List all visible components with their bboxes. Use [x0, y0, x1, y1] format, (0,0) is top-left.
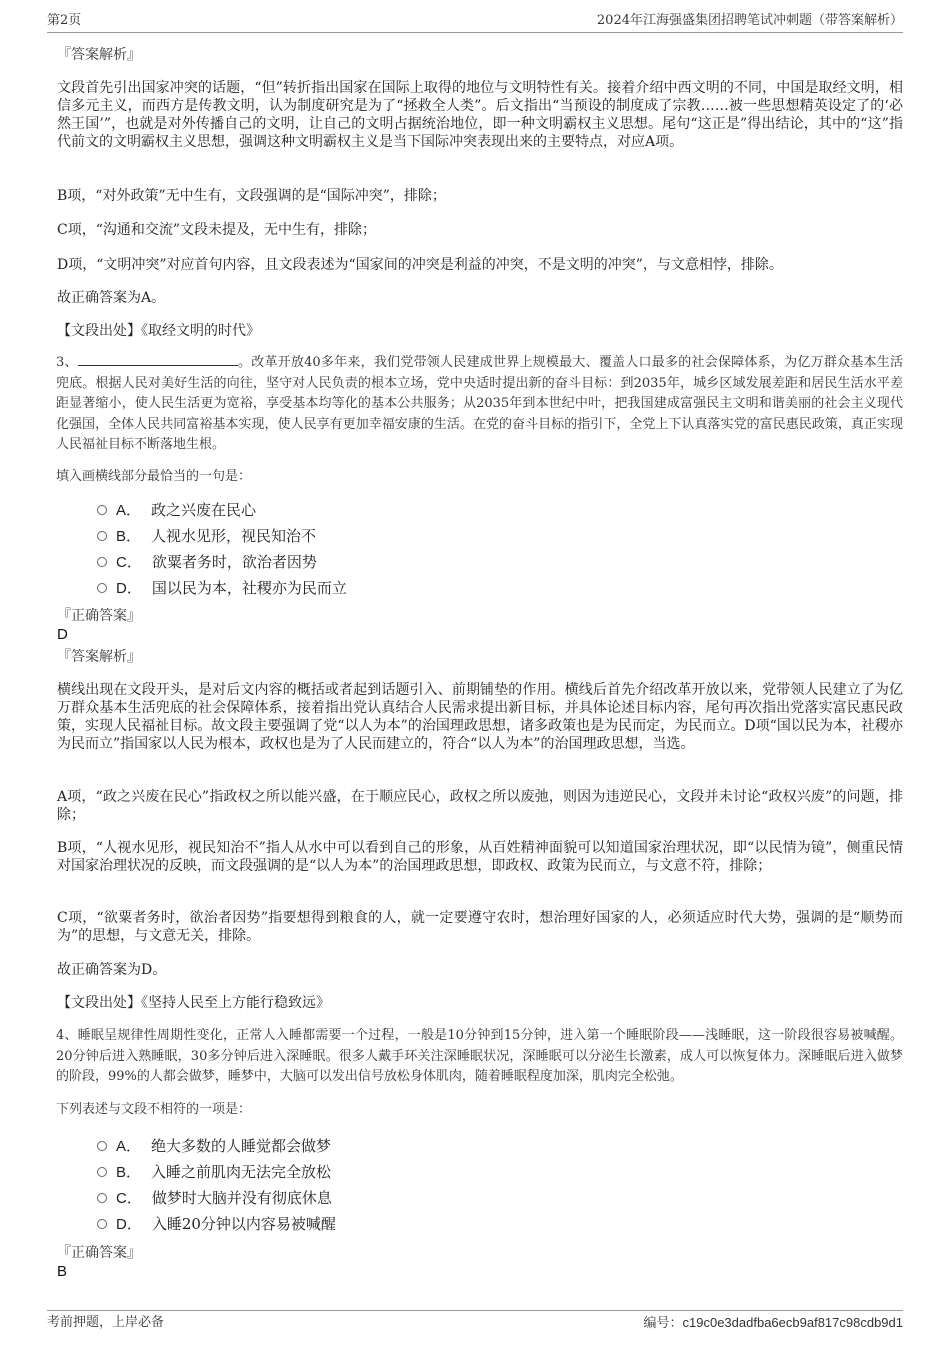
q3-option-a-analysis: A项，“政之兴废在民心”指政权之所以能兴盛，在于顺应民心，政权之所以废弛，则因为违逆民心，文段并未讨论“政权兴废”的问题，排除； [57, 789, 903, 823]
q4-stem [56, 1026, 903, 1088]
q4-option-a[interactable]: A． 绝大多数的人睡觉都会做梦 [97, 1135, 331, 1158]
q3-text: 。改革开放40多年来，我们党带领人民建成世界上规模最大、覆盖人口最多的社会保障体系，为亿万群众基本生活兜底。根据人民对美好生活的向往，坚守对人民负责的根本立场，党中央适时提出新的奋斗目标：到2035年，城乡区域发展差距和居民生活水平差距显著缩小，使人民生活更为宽裕，享受基本均等化的基本公共服务；从2035年到本世纪中叶，把我国建成富强民主文明和谐美丽的社会主义现代化强国，全体人民共同富裕基本实现，使人民享有更加幸福安康的生活。在党的奋斗目标的指引下，全党上下认真落实党的富民惠民政策，真正实现人民福祉目标不断落地生根。 [56, 355, 903, 452]
q4-option-c[interactable]: C． 做梦时大脑并没有彻底休息 [97, 1187, 332, 1210]
q4-answer: B [57, 1263, 68, 1280]
q2-source: 【文段出处】《取经文明的时代》 [57, 323, 260, 339]
q3-option-c-analysis: C项，“欲粟者务时，欲治者因势”指要想得到粮食的人，就一定要遵守农时，想治理好国家的人，必须适应时代大势，强调的是“顺势而为”的思想，与文意无关，排除。 [57, 910, 903, 944]
q2-conclusion: 故正确答案为A。 [57, 290, 166, 306]
document-title: 2024年江海强盛集团招聘笔试冲刺题（带答案解析） [596, 13, 903, 28]
q3-blank [78, 353, 238, 366]
radio-icon[interactable] [97, 1167, 107, 1177]
radio-icon[interactable] [97, 557, 107, 567]
q4-answer-label: 『正确答案』 [57, 1245, 141, 1261]
q3-stem [56, 353, 903, 456]
q2-option-b-analysis: B项，“对外政策”无中生有，文段强调的是“国际冲突”，排除； [57, 188, 446, 204]
q4-number: 4、 [56, 1028, 78, 1043]
q4-prompt: 下列表述与文段不相符的一项是： [56, 1102, 252, 1117]
radio-icon[interactable] [97, 1219, 107, 1229]
q2-analysis-label: 『答案解析』 [57, 47, 141, 63]
radio-icon[interactable] [97, 1141, 107, 1151]
q3-source: 【文段出处】《坚持人民至上方能行稳致远》 [57, 995, 330, 1011]
q3-number: 3、 [56, 355, 78, 370]
footer-slogan: 考前押题，上岸必备 [47, 1315, 165, 1330]
q2-analysis: 文段首先引出国家冲突的话题，“但”转折指出国家在国际上取得的地位与文明特性有关。接着介绍中西文明的不同，中国是取经文明，相信多元主义，而西方是传教文明，认为制度研究是为了“拯救全人类”。后文指出“当预设的制度成了宗教……被一些思想精英设定了的‘必然王国’”，也就是对外传播自己的文明，让自己的文明占据统治地位，即一种文明霸权主义思想。尾句“这正是”得出结论，其中的“这”指代前文的文明霸权主义思想，强调这种文明霸权主义是当下国际冲突表现出来的主要特点，对应A项。 [57, 80, 903, 150]
page-footer [47, 1310, 903, 1331]
q3-answer-label: 『正确答案』 [57, 608, 141, 624]
q3-option-a[interactable]: A． 政之兴废在民心 [97, 499, 256, 522]
q3-option-d[interactable]: D． 国以民为本，社稷亦为民而立 [97, 577, 347, 600]
radio-icon[interactable] [97, 505, 107, 515]
q4-option-d[interactable]: D． 入睡20分钟以内容易被喊醒 [97, 1213, 336, 1236]
q3-option-b[interactable]: B． 人视水见形，视民知治不 [97, 525, 316, 548]
q4-text: 睡眠呈规律性周期性变化，正常人入睡都需要一个过程，一般是10分钟到15分钟，进入第一个睡眠阶段——浅睡眠，这一阶段很容易被喊醒。20分钟后进入熟睡眠，30多分钟后进入深睡眠。很多人戴手环关注深睡眠状况，深睡眠可以分泌生长激素，成人可以恢复体力。深睡眠后进入做梦的阶段，99%的人都会做梦，睡梦中，大脑可以发出信号放松身体肌肉，随着睡眠程度加深，肌肉完全松弛。 [56, 1028, 903, 1084]
q3-answer: D [57, 626, 68, 643]
radio-icon[interactable] [97, 1193, 107, 1203]
q3-option-c[interactable]: C． 欲粟者务时，欲治者因势 [97, 551, 317, 574]
q2-option-d-analysis: D项，“文明冲突”对应首句内容，且文段表述为“国家间的冲突是利益的冲突，不是文明的冲突”，与文意相悖，排除。 [57, 257, 783, 273]
q4-option-b[interactable]: B． 入睡之前肌肉无法完全放松 [97, 1161, 331, 1184]
q3-conclusion: 故正确答案为D。 [57, 962, 167, 978]
q2-option-c-analysis: C项，“沟通和交流”文段未提及，无中生有，排除； [57, 222, 377, 238]
q3-prompt: 填入画横线部分最恰当的一句是： [56, 469, 252, 484]
radio-icon[interactable] [97, 531, 107, 541]
radio-icon[interactable] [97, 583, 107, 593]
page-header [47, 10, 903, 33]
page-number: 第2页 [47, 13, 82, 28]
document-code: 编号：c19c0e3dadfba6ecb9af817c98cdb9d1 [643, 1315, 903, 1331]
q3-analysis: 横线出现在文段开头，是对后文内容的概括或者起到话题引入、前期铺垫的作用。横线后首先介绍改革开放以来，党带领人民建立了为亿万群众基本生活兜底的社会保障体系，接着指出党认真结合人民需求提出新目标，并具体论述目标内容，尾句再次指出党落实富民惠民政策，实现人民福祉目标。故文段主要强调了党“以人为本”的治国理政思想，诸多政策也是为民而定，为民而立。D项“国以民为本，社稷亦为民而立”指国家以人民为根本，政权也是为了人民而建立的，符合“以人为本”的治国理政思想，当选。 [57, 682, 903, 752]
q3-analysis-label: 『答案解析』 [57, 649, 141, 665]
q3-option-b-analysis: B项，“人视水见形，视民知治不”指人从水中可以看到自己的形象，从百姓精神面貌可以知道国家治理状况，即“以民情为镜”，侧重民情对国家治理状况的反映，而文段强调的是“以人为本”的治国理政思想，即政权、政策为民而立，与文意不符，排除； [57, 840, 903, 874]
